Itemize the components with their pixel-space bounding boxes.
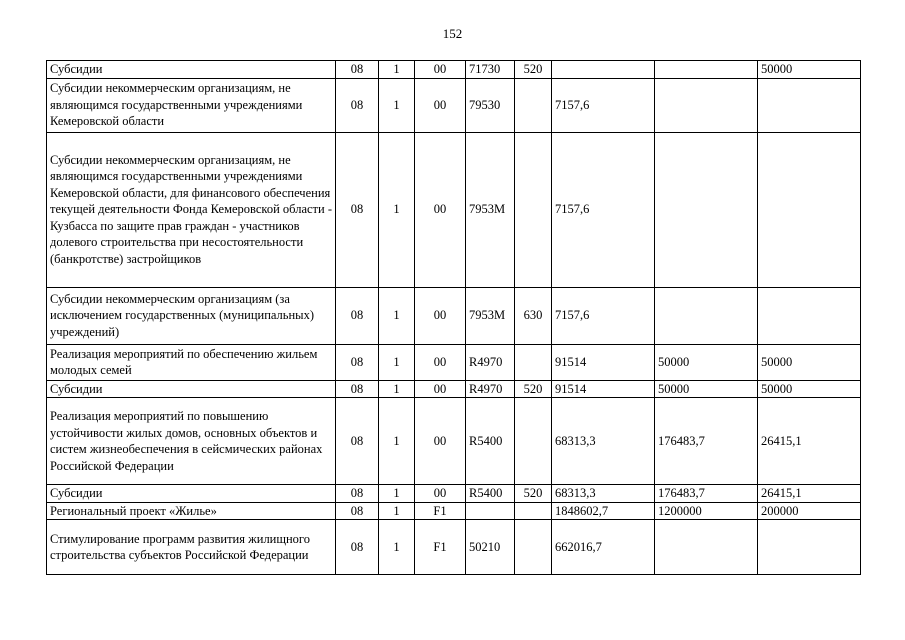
table-row <box>47 485 861 503</box>
section-code: 08 <box>336 344 379 380</box>
subsection-code: 1 <box>379 344 415 380</box>
table-row <box>47 78 861 132</box>
amount-year-1: 68313,3 <box>552 485 655 503</box>
section-code: 08 <box>336 380 379 398</box>
program-code: 00 <box>415 61 466 79</box>
row-name: Субсидии некоммерческим организациям, не являющимся государственными учреждениями Кемеровской области <box>47 78 336 132</box>
article-code: R4970 <box>466 344 515 380</box>
row-name: Реализация мероприятий по обеспечению жильем молодых семей <box>47 344 336 380</box>
section-code: 08 <box>336 398 379 485</box>
subsection-code: 1 <box>379 398 415 485</box>
program-code: F1 <box>415 502 466 520</box>
amount-year-1: 7157,6 <box>552 287 655 344</box>
amount-year-1: 7157,6 <box>552 132 655 287</box>
amount-year-2: 176483,7 <box>655 485 758 503</box>
amount-year-3: 26415,1 <box>758 485 861 503</box>
table-row <box>47 520 861 575</box>
article-code: 7953М <box>466 287 515 344</box>
row-name: Стимулирование программ развития жилищного строительства субъектов Российской Федерации <box>47 520 336 575</box>
amount-year-1: 68313,3 <box>552 398 655 485</box>
subsection-code: 1 <box>379 287 415 344</box>
expense-type-code <box>515 398 552 485</box>
program-code: 00 <box>415 380 466 398</box>
table-row <box>47 287 861 344</box>
subsection-code: 1 <box>379 520 415 575</box>
amount-year-3 <box>758 520 861 575</box>
amount-year-3 <box>758 287 861 344</box>
section-code: 08 <box>336 132 379 287</box>
program-code: F1 <box>415 520 466 575</box>
article-code: R5400 <box>466 485 515 503</box>
expense-type-code <box>515 344 552 380</box>
section-code: 08 <box>336 485 379 503</box>
table-row <box>47 61 861 79</box>
expense-type-code <box>515 502 552 520</box>
row-name: Субсидии <box>47 61 336 79</box>
section-code: 08 <box>336 502 379 520</box>
amount-year-2: 50000 <box>655 344 758 380</box>
subsection-code: 1 <box>379 485 415 503</box>
section-code: 08 <box>336 78 379 132</box>
program-code: 00 <box>415 78 466 132</box>
amount-year-2: 176483,7 <box>655 398 758 485</box>
table-row <box>47 502 861 520</box>
amount-year-1: 7157,6 <box>552 78 655 132</box>
subsection-code: 1 <box>379 380 415 398</box>
budget-table <box>46 60 861 575</box>
row-name: Региональный проект «Жилье» <box>47 502 336 520</box>
expense-type-code: 520 <box>515 61 552 79</box>
program-code: 00 <box>415 132 466 287</box>
amount-year-3: 26415,1 <box>758 398 861 485</box>
amount-year-2 <box>655 520 758 575</box>
program-code: 00 <box>415 287 466 344</box>
table-row <box>47 344 861 380</box>
amount-year-3 <box>758 78 861 132</box>
amount-year-3: 200000 <box>758 502 861 520</box>
amount-year-3: 50000 <box>758 380 861 398</box>
program-code: 00 <box>415 485 466 503</box>
article-code: 79530 <box>466 78 515 132</box>
subsection-code: 1 <box>379 78 415 132</box>
section-code: 08 <box>336 520 379 575</box>
amount-year-1: 662016,7 <box>552 520 655 575</box>
expense-type-code: 630 <box>515 287 552 344</box>
amount-year-2: 50000 <box>655 380 758 398</box>
row-name: Субсидии <box>47 380 336 398</box>
article-code: 7953М <box>466 132 515 287</box>
amount-year-3: 50000 <box>758 344 861 380</box>
expense-type-code <box>515 78 552 132</box>
article-code: R4970 <box>466 380 515 398</box>
row-name: Субсидии <box>47 485 336 503</box>
subsection-code: 1 <box>379 132 415 287</box>
expense-type-code <box>515 520 552 575</box>
amount-year-3: 50000 <box>758 61 861 79</box>
row-name: Реализация мероприятий по повышению устойчивости жилых домов, основных объектов и систем жизнеобеспечения в сейсмических районах Российской Федерации <box>47 398 336 485</box>
row-name: Субсидии некоммерческим организациям, не являющимся государственными учреждениями Кемеровской области, для финансового обеспечения текущей деятельности Фонда Кемеровской области - Кузбасса по защите прав граждан - участников долевого строительства при несостоятельности (банкротстве) застройщиков <box>47 132 336 287</box>
table-body <box>47 61 861 575</box>
amount-year-2 <box>655 61 758 79</box>
amount-year-2 <box>655 287 758 344</box>
article-code: R5400 <box>466 398 515 485</box>
table-row <box>47 398 861 485</box>
program-code: 00 <box>415 398 466 485</box>
amount-year-1 <box>552 61 655 79</box>
section-code: 08 <box>336 287 379 344</box>
amount-year-1: 91514 <box>552 380 655 398</box>
table-row <box>47 380 861 398</box>
amount-year-1: 91514 <box>552 344 655 380</box>
program-code: 00 <box>415 344 466 380</box>
section-code: 08 <box>336 61 379 79</box>
expense-type-code: 520 <box>515 485 552 503</box>
table-row <box>47 132 861 287</box>
row-name: Субсидии некоммерческим организациям (за исключением государственных (муниципальных) учреждений) <box>47 287 336 344</box>
article-code: 50210 <box>466 520 515 575</box>
article-code: 71730 <box>466 61 515 79</box>
amount-year-2 <box>655 78 758 132</box>
article-code <box>466 502 515 520</box>
page-number: 152 <box>442 26 463 41</box>
amount-year-3 <box>758 132 861 287</box>
amount-year-2: 1200000 <box>655 502 758 520</box>
subsection-code: 1 <box>379 61 415 79</box>
expense-type-code <box>515 132 552 287</box>
expense-type-code: 520 <box>515 380 552 398</box>
subsection-code: 1 <box>379 502 415 520</box>
amount-year-1: 1848602,7 <box>552 502 655 520</box>
amount-year-2 <box>655 132 758 287</box>
